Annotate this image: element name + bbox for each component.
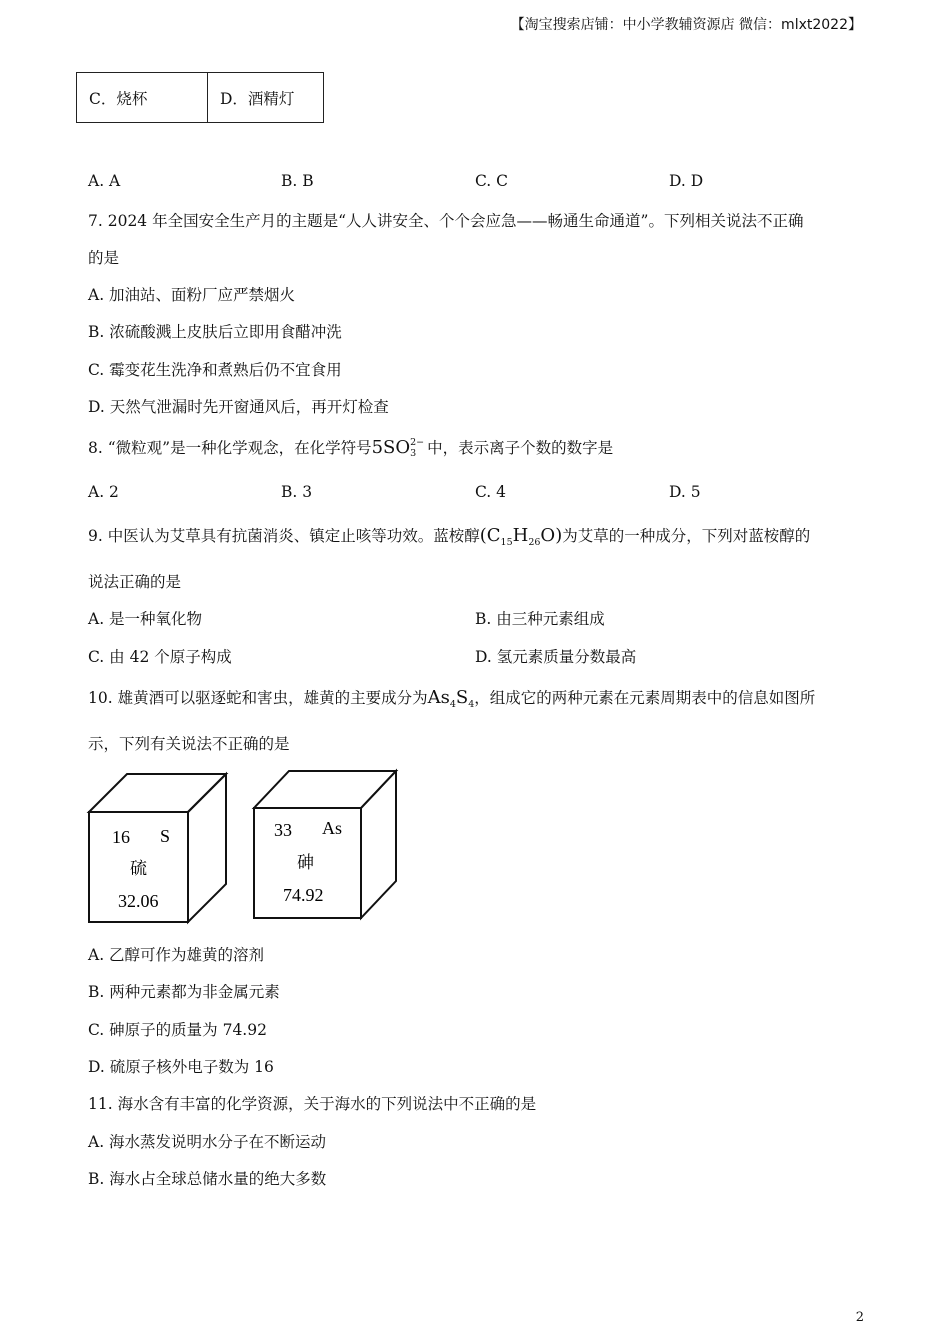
q8-formula-main: 5SO <box>371 437 411 458</box>
sulfur-symbol: S <box>160 826 171 846</box>
q8-option-d: D. 5 <box>669 483 701 501</box>
q9-stem-post: 为艾草的一种成分，下列对蓝桉醇的 <box>562 527 811 545</box>
sulfur-atomic-number: 16 <box>112 827 130 847</box>
arsenic-symbol: As <box>322 818 343 838</box>
answer-table <box>76 72 324 123</box>
q8-stem <box>88 436 613 458</box>
q6-option-a: A. A <box>88 172 121 190</box>
q11-option-a: A. 海水蒸发说明水分子在不断运动 <box>88 1133 327 1151</box>
q7-option-a: A. 加油站、面粉厂应严禁烟火 <box>88 286 296 304</box>
q7-stem-line1: 7. 2024 年全国安全生产月的主题是“人人讲安全、个个会应急——畅通生命通道”。下列相关说法不正确 <box>88 212 804 230</box>
sulfur-name: 硫 <box>130 859 147 878</box>
q8-stem-post: 中，表示离子个数的数字是 <box>427 439 614 457</box>
q9-stem-pre: 9. 中医认为艾草具有抗菌消炎、镇定止咳等功效。蓝桉醇 <box>88 527 480 545</box>
q10-option-a: A. 乙醇可作为雄黄的溶剂 <box>88 946 265 964</box>
q9-stem-line2: 说法正确的是 <box>88 573 182 591</box>
q10-option-d: D. 硫原子核外电子数为 16 <box>88 1058 274 1076</box>
arsenic-atomic-mass: 74.92 <box>283 885 324 905</box>
q10-formula: $As_4S_4$ <box>427 687 475 710</box>
arsenic-atomic-number: 33 <box>274 820 292 840</box>
q9-option-c: C. 由 42 个原子构成 <box>88 648 232 666</box>
q6-option-c: C. C <box>475 172 509 190</box>
page-header: 【淘宝搜索店铺：中小学教辅资源店 微信：mlxt2022】 <box>510 17 862 33</box>
element-cube-arsenic <box>254 771 396 918</box>
q7-stem-line2: 的是 <box>88 249 120 267</box>
q11-option-b: B. 海水占全球总储水量的绝大多数 <box>88 1170 327 1188</box>
q8-option-b: B. 3 <box>281 483 313 501</box>
q10-option-b: B. 两种元素都为非金属元素 <box>88 983 280 1001</box>
page-number: 2 <box>855 1310 864 1325</box>
q9-stem-line1 <box>88 524 810 548</box>
q10-stem-line1 <box>88 686 815 710</box>
q9-option-d: D. 氢元素质量分数最高 <box>475 648 637 666</box>
arsenic-name: 砷 <box>297 853 314 872</box>
table-cell-c: C．烧杯 <box>77 73 208 123</box>
sulfur-atomic-mass: 32.06 <box>118 891 159 911</box>
q10-stem-post: ，组成它的两种元素在元素周期表中的信息如图所 <box>474 689 816 707</box>
q7-option-b: B. 浓硫酸溅上皮肤后立即用食醋冲洗 <box>88 323 342 341</box>
q6-option-d: D. D <box>669 172 704 190</box>
q8-option-a: A. 2 <box>88 483 119 501</box>
q8-option-c: C. 4 <box>475 483 507 501</box>
q10-stem-line2: 示，下列有关说法不正确的是 <box>88 735 290 753</box>
q10-stem-pre: 10. 雄黄酒可以驱逐蛇和害虫，雄黄的主要成分为 <box>88 689 428 707</box>
q8-formula-sup: 2− <box>410 437 425 448</box>
q8-formula-sub: 3 <box>410 448 417 459</box>
q11-stem: 11. 海水含有丰富的化学资源，关于海水的下列说法中不正确的是 <box>88 1095 537 1113</box>
q7-option-d: D. 天然气泄漏时先开窗通风后，再开灯检查 <box>88 398 389 416</box>
q8-stem-pre: 8. “微粒观”是一种化学观念，在化学符号 <box>88 439 372 457</box>
q9-option-b: B. 由三种元素组成 <box>475 610 605 628</box>
element-cells-figure <box>84 766 404 928</box>
table-cell-d: D．酒精灯 <box>208 73 324 123</box>
q7-option-c: C. 霉变花生洗净和煮熟后仍不宜食用 <box>88 361 342 379</box>
q8-formula <box>371 437 425 459</box>
q9-formula: $(C_{15}H_{26}O)$ <box>479 525 563 548</box>
q10-option-c: C. 砷原子的质量为 74.92 <box>88 1021 267 1039</box>
q9-option-a: A. 是一种氧化物 <box>88 610 203 628</box>
q6-option-b: B. B <box>281 172 314 190</box>
